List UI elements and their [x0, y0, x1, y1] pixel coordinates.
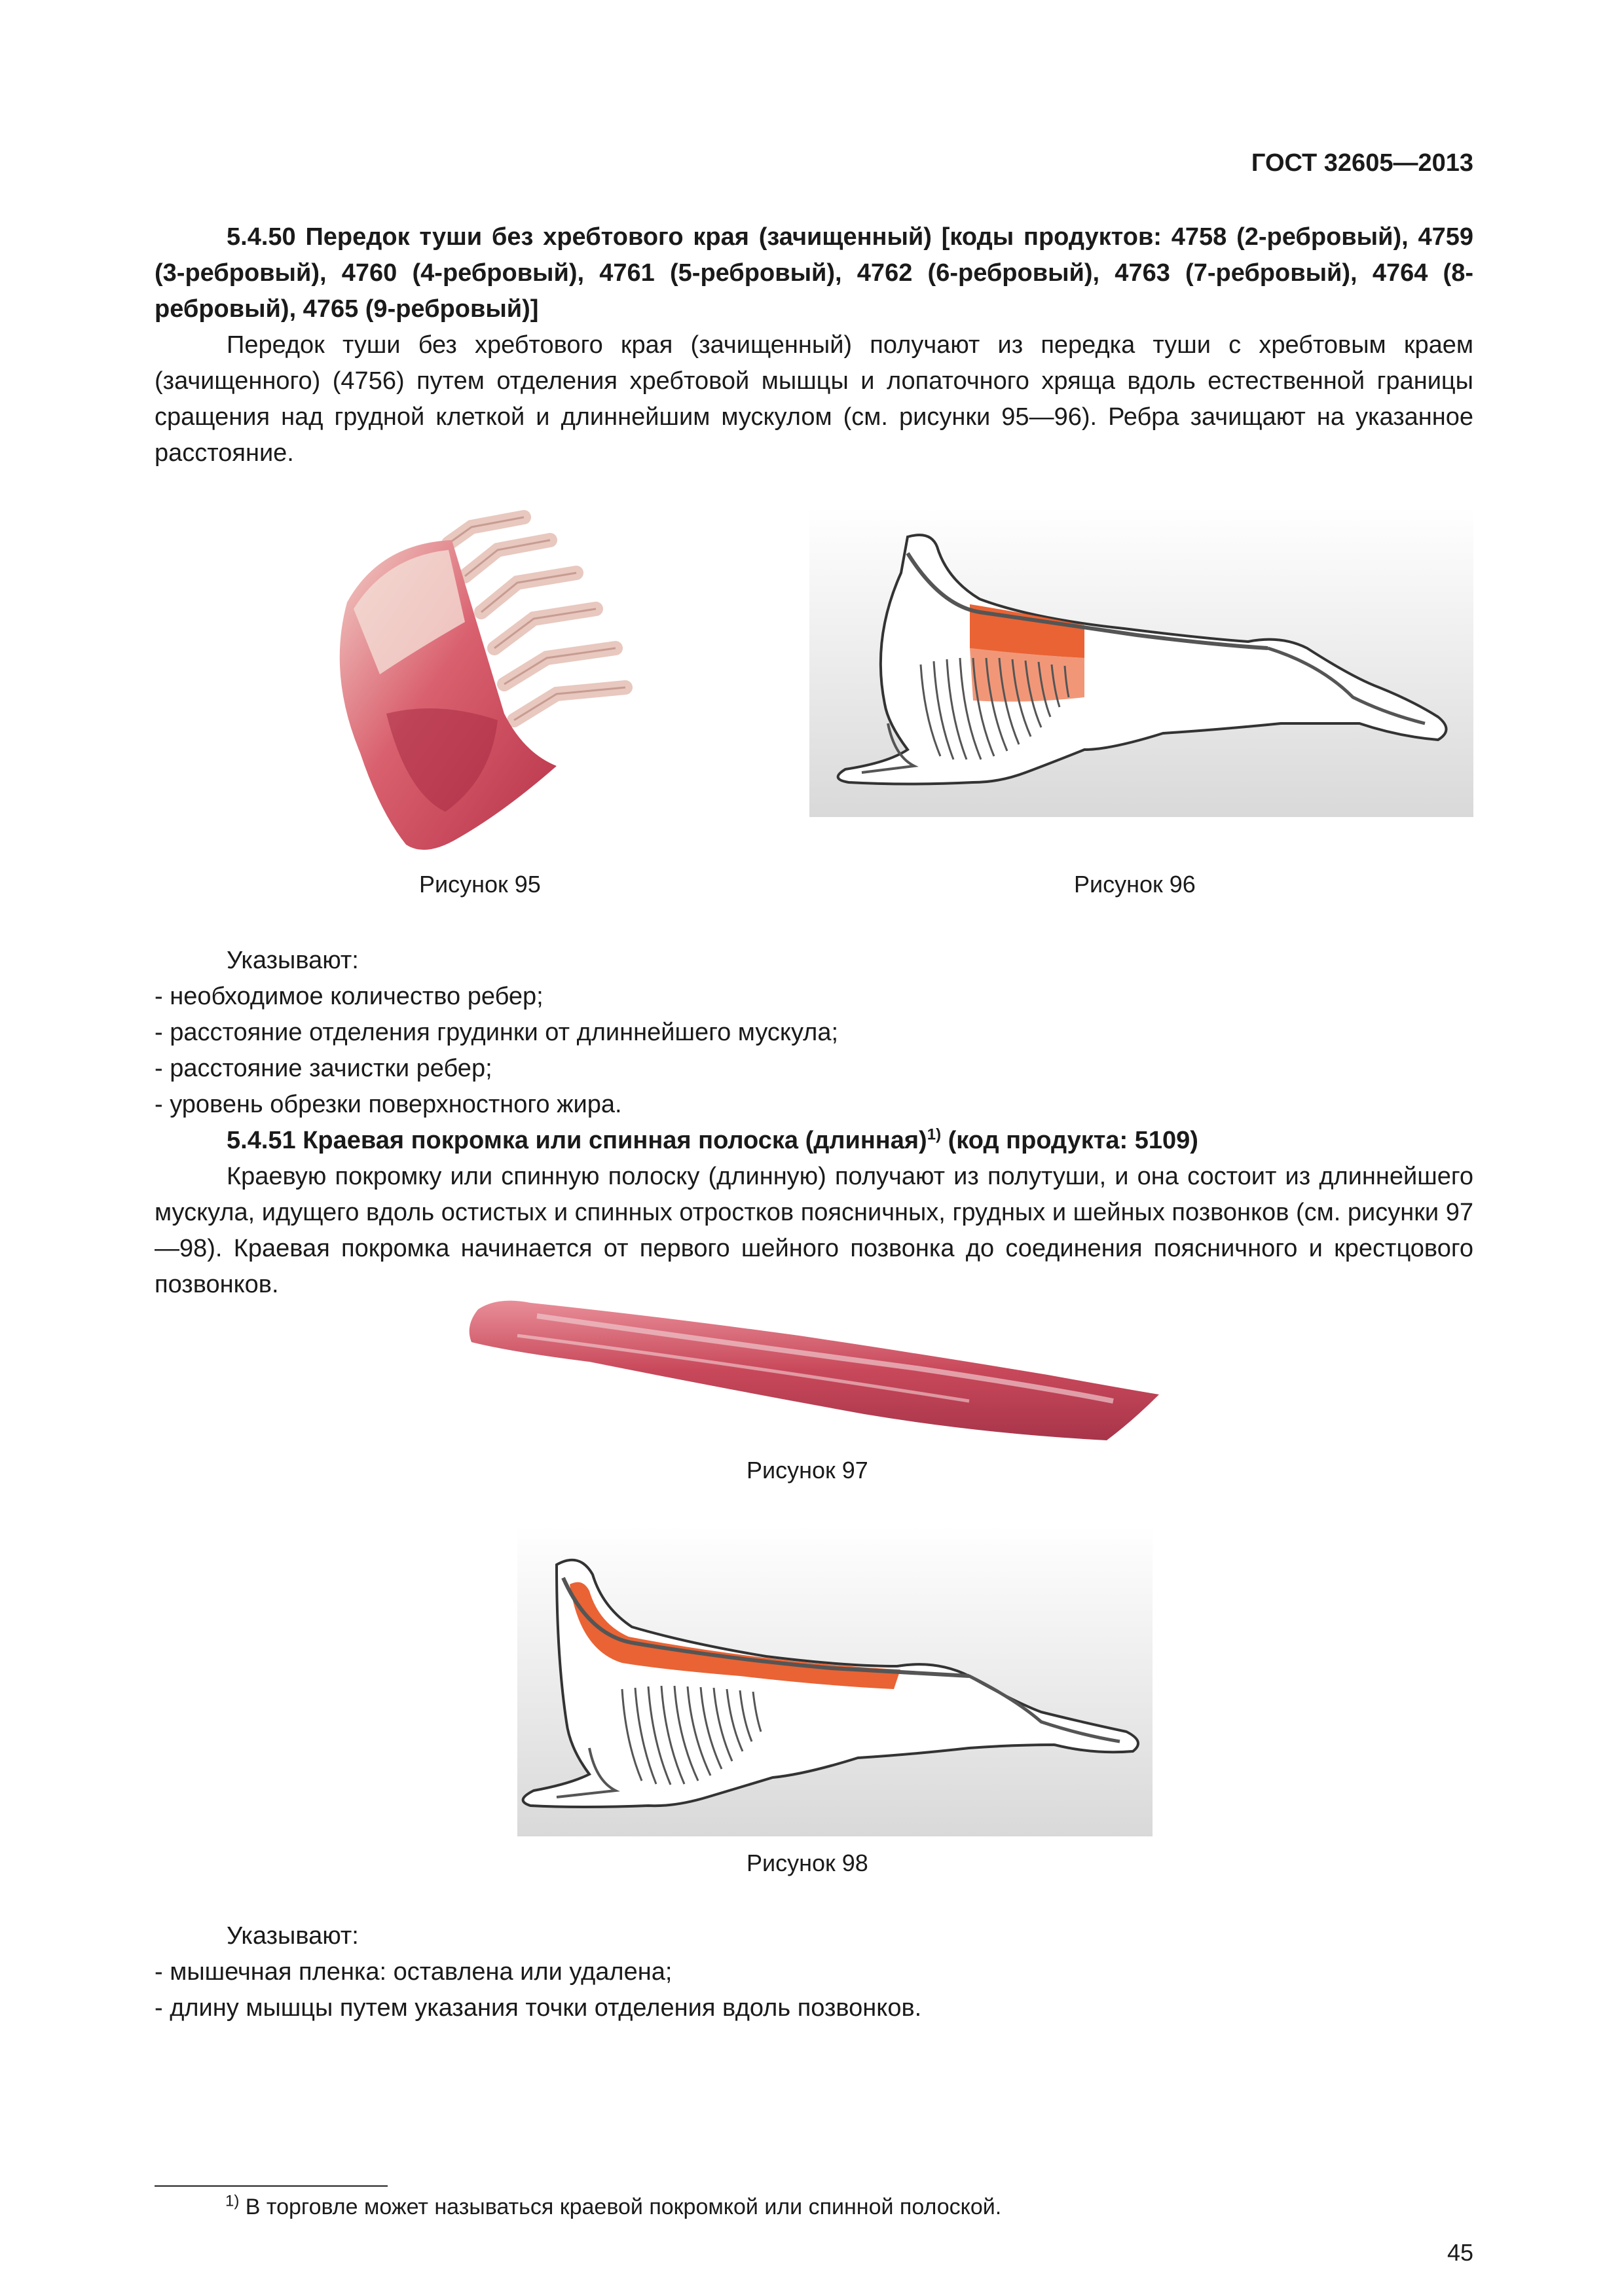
figure-96-caption: Рисунок 96 — [1074, 871, 1196, 898]
figure-95-image — [308, 504, 674, 858]
footnote — [225, 2192, 1002, 2220]
section-body-5451: Краевую покромку или спинную полоску (длинную) получают из полутуши, и она состоит из длиннейшего мускула, идущего вдоль остистых и спинных отростков поясничных, грудных и шейных позвонков (см. рисунки 97—98). Краевая покромка начинается от первого шейного позвонка до соединения поясничного и крестцового позвонков. — [155, 1163, 1473, 1298]
figure-98-caption: Рисунок 98 — [747, 1850, 868, 1876]
figure-97-caption: Рисунок 97 — [747, 1457, 868, 1484]
footnote-text: В торговле может называться краевой покромкой или спинной полоской. — [239, 2195, 1002, 2219]
figure-98-diagram — [517, 1525, 1153, 1836]
list1-item: - расстояние зачистки ребер; — [155, 1055, 492, 1082]
list2-intro: Указывают: — [227, 1922, 359, 1950]
footnote-separator — [155, 2185, 388, 2187]
figure-96-diagram — [809, 507, 1473, 817]
list1-item: - уровень обрезки поверхностного жира. — [155, 1091, 622, 1118]
figure-95-caption: Рисунок 95 — [419, 871, 541, 898]
section-heading-5451 — [227, 1123, 1198, 1159]
list2-item: - длину мышцы путем указания точки отделения вдоль позвонков. — [155, 1994, 922, 2022]
list2-item: - мышечная пленка: оставлена или удалена; — [155, 1958, 673, 1986]
list1-item: - необходимое количество ребер; — [155, 983, 544, 1010]
page-number: 45 — [1447, 2239, 1473, 2266]
list1-item: - расстояние отделения грудинки от длиннейшего мускула; — [155, 1019, 839, 1046]
section-heading-5451-text: 5.4.51 Краевая покромка или спинная полоска (длинная) — [227, 1127, 927, 1154]
document-code: ГОСТ 32605—2013 — [1251, 149, 1473, 177]
section-heading-5450: 5.4.50 Передок туши без хребтового края (зачищенный) [коды продуктов: 4758 (2-ребровый), 4759 (3-ребровый), 4760 (4-ребровый), 4761 (5-ребровый), 4762 (6-ребровый), 4763 (7-ребровый), 4764 (8-ребровый), 4765 (9-ребровый)] — [155, 223, 1473, 323]
section-heading-5451-tail: (код продукта: 5109) — [941, 1127, 1198, 1154]
footnote-ref: 1) — [927, 1125, 942, 1144]
figure-97-image — [458, 1290, 1166, 1447]
list1-intro: Указывают: — [227, 947, 359, 974]
footnote-marker: 1) — [225, 2192, 240, 2210]
section-body-5450: Передок туши без хребтового края (зачищенный) получают из передка туши с хребтовым краем (зачищенного) (4756) путем отделения хребтовой мышцы и лопаточного хряща вдоль естественной границы сращения над грудной клеткой и длиннейшим мускулом (см. рисунки 95—96). Ребра зачищают на указанное расстояние. — [155, 331, 1473, 467]
